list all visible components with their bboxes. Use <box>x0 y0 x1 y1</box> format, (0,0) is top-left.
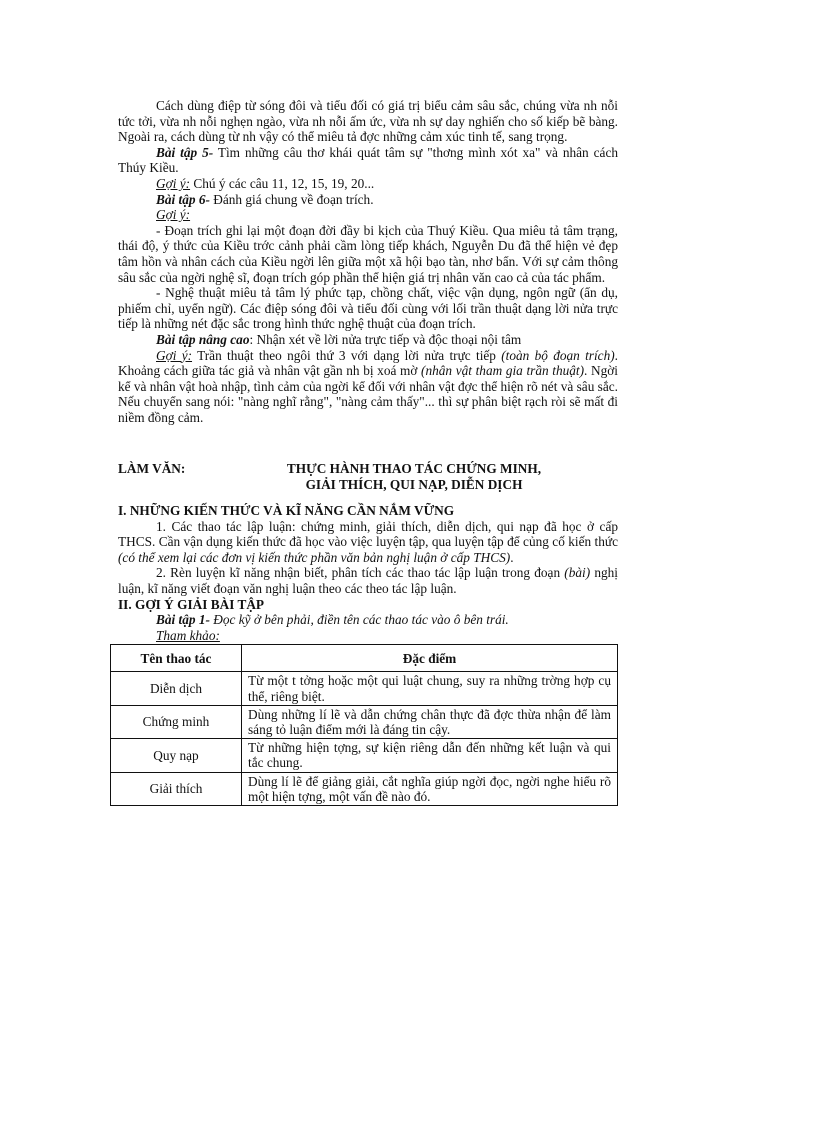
advanced-exercise-hint <box>118 348 618 426</box>
exercise-5-text: Tìm những câu thơ khái quát tâm sự "thơng mình xót xa" và nhân cách Thúy Kiều. <box>118 144 618 176</box>
exercise-5 <box>118 145 618 176</box>
reference-label <box>118 628 618 644</box>
knowledge-item-2-text-2: nghị luận, kĩ năng viết đoạn văn nghị luận theo các theo tác lập luận. <box>118 565 618 597</box>
table-cell-name: Giải thích <box>111 772 242 805</box>
exercise-5-hint-text: Chú ý các câu 11, 12, 15, 19, 20... <box>190 175 375 191</box>
table-row <box>111 705 618 738</box>
paragraph-rhetoric: Cách dùng điệp từ sóng đôi và tiểu đối có giá trị biểu cảm sâu sắc, chúng vừa nh nỗi tức tởi, vừa nh nỗi nghẹn ngào, vừa nh nỗi ấm ức, vừa nh sự day nghiến cho số kiếp bẽ bàng. Ngoài ra, cách dùng từ nh vậy có thể miêu tả đợc những cảm xúc tinh tế, sang trọng. <box>118 98 618 145</box>
document-page <box>118 98 618 806</box>
table-cell-name: Quy nạp <box>111 739 242 772</box>
exercise-5-hint-label: Gợi ý: <box>156 175 191 191</box>
exercise-6-hint-label: Gợi ý: <box>156 207 191 223</box>
heading-knowledge: I. NHỮNG KIẾN THỨC VÀ KĨ NĂNG CẦN NẮM VỮNG <box>118 503 455 519</box>
advanced-hint-italic-2: (nhân vật tham gia trần thuật) <box>421 363 585 379</box>
advanced-hint-text-3: . Ngời kể và nhân vật hoà nhập, tình cảm của ngời kể đối với nhân vật đợc thể hiện rõ nét và sâu sắc. Nếu chuyển sang nói: "nàng nghĩ rằng", "nàng cảm thấy"... thì sự phân biệt rạch ròi sẽ mất đi niềm đồng cảm. <box>118 363 618 425</box>
exercise-1-text: Đọc kỹ ở bên phải, điền tên các thao tác vào ô bên trái. <box>209 612 509 628</box>
exercise-1 <box>118 612 618 628</box>
table-cell-name: Chứng minh <box>111 705 242 738</box>
advanced-exercise-label: Bài tập nâng cao <box>156 331 250 347</box>
table-cell-desc: Dùng những lí lẽ và dẫn chứng chân thực đã đợc thừa nhận để làm sáng tỏ luận điểm mới là đáng tin cậy. <box>242 705 618 738</box>
table-header-name: Tên thao tác <box>111 645 242 672</box>
table-cell-desc: Từ những hiện tợng, sự kiện riêng dẫn đến những kết luận và qui tắc chung. <box>242 739 618 772</box>
knowledge-item-1-end: . <box>510 549 514 565</box>
section-title-line-1: THỰC HÀNH THAO TÁC CHỨNG MINH, <box>286 461 542 477</box>
exercise-6-text: Đánh giá chung về đoạn trích. <box>209 191 374 207</box>
knowledge-item-2-italic: (bài) <box>564 565 591 581</box>
table-cell-desc: Dùng lí lẽ để giảng giải, cắt nghĩa giúp ngời đọc, ngời nghe hiểu rõ một hiện tợng, một vấn đề nào đó. <box>242 772 618 805</box>
exercise-6-hint <box>118 207 618 223</box>
exercise-6 <box>118 192 618 208</box>
exercise-5-hint <box>118 176 618 192</box>
section-heading <box>118 455 618 493</box>
advanced-exercise-text: : Nhận xét về lời nửa trực tiếp và độc thoại nội tâm <box>249 331 522 347</box>
knowledge-item-2 <box>118 565 618 596</box>
exercise-1-label: Bài tập 1- <box>156 612 210 628</box>
table-cell-desc: Từ một t tởng hoặc một qui luật chung, suy ra những trờng hợp cụ thể, riêng biệt. <box>242 672 618 705</box>
section-title-line-2: GIẢI THÍCH, QUI NẠP, DIỄN DỊCH <box>305 477 523 493</box>
knowledge-item-1-text: 1. Các thao tác lập luận: chứng minh, giải thích, diễn dịch, qui nạp đã học ở cấp THCS. Cần vận dụng kiến thức đã học vào việc luyện tập, qua luyện tập để củng cố kiến thức <box>118 518 618 550</box>
exercise-5-label: Bài tập 5- <box>156 144 214 160</box>
advanced-hint-text-2: . Khoảng cách giữa tác giả và nhân vật gần nh bị xoá mờ <box>118 347 618 379</box>
exercise-6-answer-1: - Đoạn trích ghi lại một đoạn đời đầy bi kịch của Thuý Kiều. Qua miêu tả tâm trạng, thái độ, ý thức của Kiều trớc cảnh phải cầm lòng tiếp khách, Nguyễn Du đã thể hiện vẻ đẹp tâm hồn và nhân cách của Kiều ngời lên giữa một xã hội bạo tàn, nhơ bẩn. Với sự cảm thông sâu sắc của ngời nghệ sĩ, đoạn trích góp phần thể hiện giá trị nhân văn cao cả của tác phẩm. <box>118 222 618 285</box>
knowledge-item-1 <box>118 519 618 566</box>
reference-label-text: Tham khảo: <box>156 627 220 643</box>
exercise-6-answer-2: - Nghệ thuật miêu tả tâm lý phức tạp, chồng chất, việc vận dụng, ngôn ngữ (ẩn dụ, phiếm chỉ, uyển ngữ). Các điệp sóng đôi và tiểu đối cùng với lối trần thuật dạng lời nửa trực tiếp là những nét đặc sắc trong hình thức nghệ thuật của đoạn trích. <box>118 285 618 332</box>
exercise-6-label: Bài tập 6- <box>156 191 210 207</box>
heading-exercises: II. GỢI Ý GIẢI BÀI TẬP <box>118 596 265 612</box>
advanced-hint-label: Gợi ý: <box>156 347 193 363</box>
table-cell-name: Diễn dịch <box>111 672 242 705</box>
advanced-hint-italic-1: (toàn bộ đoạn trích) <box>501 347 615 363</box>
table-header-row <box>111 645 618 672</box>
table-header-desc: Đặc điểm <box>242 645 618 672</box>
advanced-hint-text-1: Trần thuật theo ngôi thứ 3 với dạng lời nửa trực tiếp <box>192 347 502 363</box>
table-row <box>111 672 618 705</box>
knowledge-item-1-italic: (có thể xem lại các đơn vị kiến thức phần văn bản nghị luận ở cấp THCS) <box>118 549 511 565</box>
table-row <box>111 739 618 772</box>
operations-table <box>110 644 618 806</box>
knowledge-item-2-text-1: 2. Rèn luyện kĩ năng nhận biết, phân tích các thao tác lập luận trong đoạn <box>156 565 565 581</box>
advanced-exercise <box>118 332 618 348</box>
section-title <box>254 461 574 492</box>
section-label: LÀM VĂN: <box>118 461 186 477</box>
table-row <box>111 772 618 805</box>
